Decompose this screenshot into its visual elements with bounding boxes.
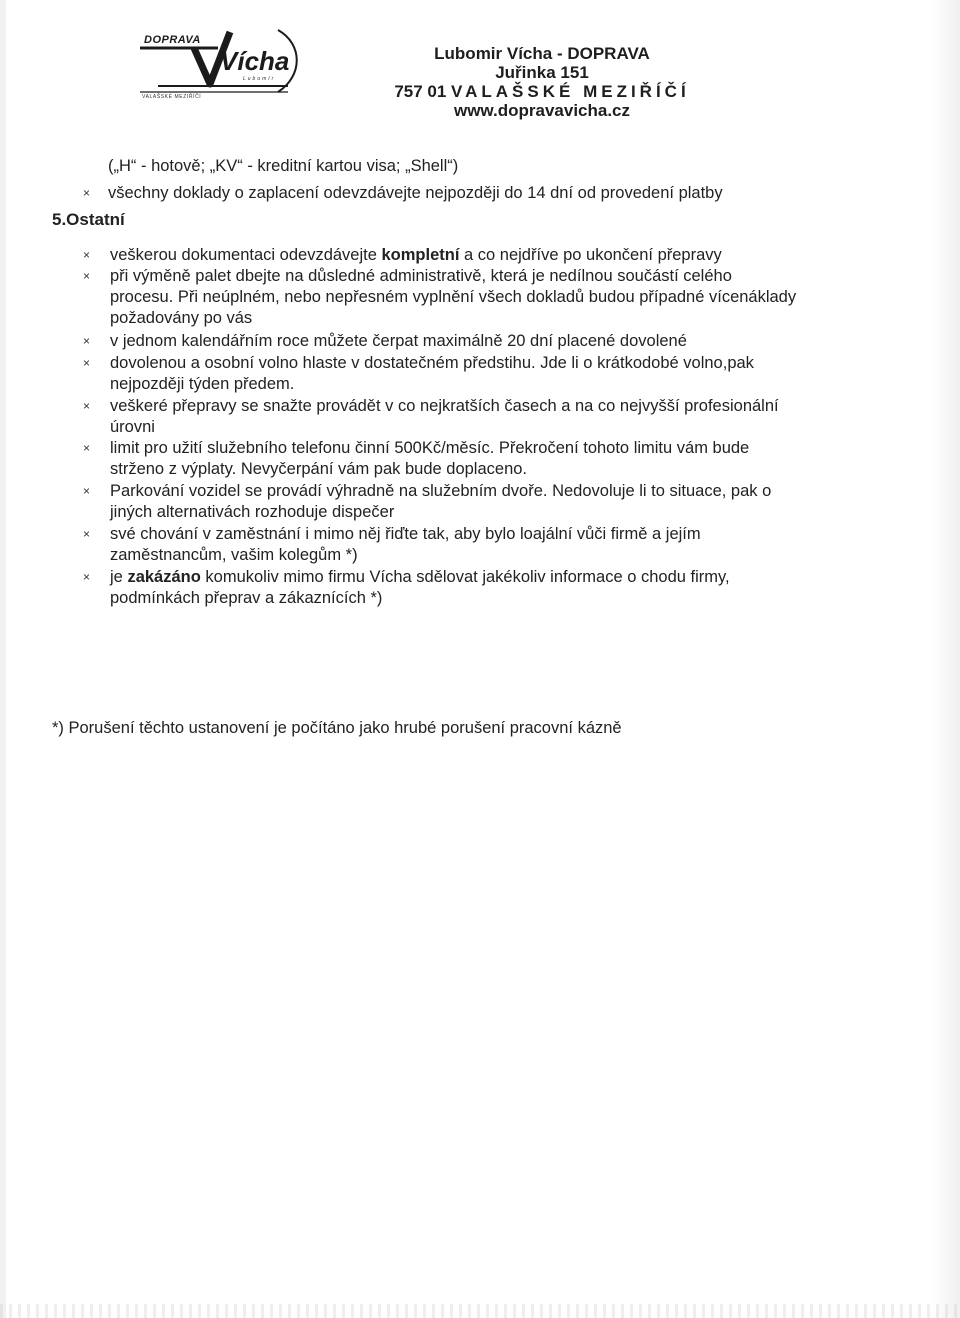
bullet-icon: × <box>83 269 91 283</box>
company-city: VALAŠSKÉ MEZIŘÍČÍ <box>451 82 690 101</box>
bullet-icon: × <box>83 527 91 541</box>
list-item-line: zaměstnancům, vašim kolegům *) <box>110 546 358 564</box>
scan-border-left <box>0 0 6 1318</box>
list-item-line: úrovni <box>110 418 155 436</box>
list-item-line: v jednom kalendářním roce můžete čerpat maximálně 20 dní placené dovolené <box>110 332 687 350</box>
list-item-text: a co nejdříve po ukončení přepravy <box>459 246 722 264</box>
bullet-icon: × <box>83 186 91 200</box>
footnote: *) Porušení těchto ustanovení je počítáno jako hrubé porušení pracovní kázně <box>52 719 622 737</box>
list-item-line: dovolenou a osobní volno hlaste v dostatečném předstihu. Jde li o krátkodobé volno,pak <box>110 354 754 372</box>
list-item-line: Parkování vozidel se provádí výhradně na služebním dvoře. Nedovoluje li to situace, pak o <box>110 482 772 500</box>
logo-subtext: VALAŠSKÉ MEZIŘÍČÍ <box>142 94 202 100</box>
company-street: Juřinka 151 <box>495 63 589 82</box>
list-item-line: procesu. Při neúplném, nebo nepřesném vyplnění všech dokladů budou případné vícenáklady <box>110 288 797 306</box>
scan-border-right <box>932 0 960 1318</box>
list-item-line: veškeré přepravy se snažte provádět v co nejkratších časech a na co nejvyšší profesionální <box>110 397 779 415</box>
list-item-line: své chování v zaměstnání i mimo něj řiďte tak, aby bylo loajální vůči firmě a jejím <box>110 525 701 543</box>
logo-word-lubomir: Lubomír <box>243 76 276 82</box>
company-web: www.dopravavicha.cz <box>453 101 631 120</box>
scan-border-bottom <box>0 1304 960 1318</box>
list-item-bold: kompletní <box>381 246 460 264</box>
list-item <box>110 567 730 588</box>
payment-note: („H“ - hotově; „KV“ - kreditní kartou visa; „Shell“) <box>108 157 459 175</box>
bullet-icon: × <box>83 334 91 348</box>
list-item <box>110 245 722 266</box>
list-item-line: strženo z výplaty. Nevyčerpání vám pak bude doplaceno. <box>110 460 528 478</box>
bullet-icon: × <box>83 484 91 498</box>
company-logo <box>138 26 303 108</box>
bullet-icon: × <box>83 356 91 370</box>
section-heading: 5.Ostatní <box>52 210 125 229</box>
list-item-text: je <box>110 568 128 586</box>
company-zip: 757 01 <box>394 82 447 101</box>
logo-word-vicha: Vícha <box>220 46 290 76</box>
company-header <box>362 44 722 120</box>
bullet-icon: × <box>83 441 91 455</box>
bullet-icon: × <box>83 248 91 262</box>
payment-bullet-text: všechny doklady o zaplacení odevzdávejte nejpozději do 14 dní od provedení platby <box>108 184 723 202</box>
list-item-bold: zakázáno <box>127 568 201 586</box>
list-item-text: komukoliv mimo firmu Vícha sdělovat jakékoliv informace o chodu firmy, <box>200 568 730 586</box>
list-item-line: při výměně palet dbejte na důsledné administrativě, která je nedílnou součástí celého <box>110 267 732 285</box>
bullet-icon: × <box>83 399 91 413</box>
list-item-line: požadovány po vás <box>110 309 253 327</box>
list-item-line: podmínkách přeprav a zákaznících *) <box>110 589 383 607</box>
logo-word-doprava: DOPRAVA <box>144 34 201 46</box>
list-item-line: limit pro užití služebního telefonu činní 500Kč/měsíc. Překročení tohoto limitu vám bude <box>110 439 750 457</box>
list-item-text: veškerou dokumentaci odevzdávejte <box>110 246 382 264</box>
list-item-line: jiných alternativách rozhoduje dispečer <box>110 503 395 521</box>
bullet-icon: × <box>83 570 91 584</box>
company-city-line <box>362 82 722 101</box>
company-name: Lubomir Vícha - DOPRAVA <box>434 44 650 63</box>
list-item-line: nejpozději týden předem. <box>110 375 295 393</box>
